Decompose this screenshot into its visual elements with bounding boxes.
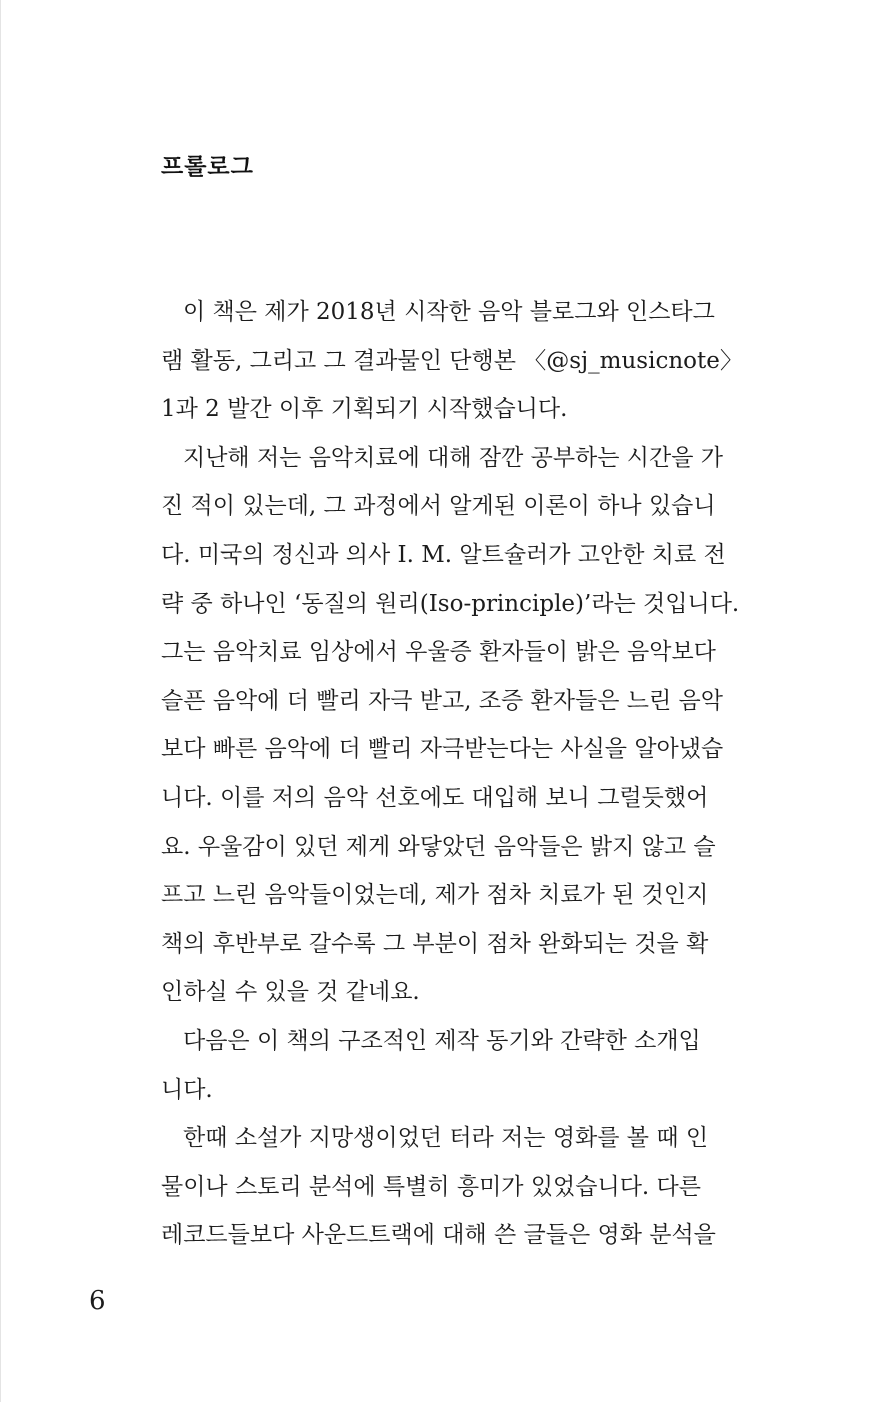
- text-line: 니다.: [161, 1076, 213, 1103]
- text-line: 물이나 스토리 분석에 특별히 흥미가 있었습니다. 다른: [161, 1173, 701, 1200]
- text-line: 프고 느린 음악들이었는데, 제가 점차 치료가 된 것인지: [161, 882, 709, 909]
- text-line: 한때 소설가 지망생이었던 터라 저는 영화를 볼 때 인: [183, 1125, 709, 1152]
- text-line: 인하실 수 있을 것 같네요.: [161, 979, 420, 1006]
- text-line: 이 책은 제가 2018년 시작한 음악 블로그와 인스타그: [183, 299, 715, 325]
- text-line: 다음은 이 책의 구조적인 제작 동기와 간략한 소개입: [183, 1027, 701, 1054]
- text-line: 니다. 이를 저의 음악 선호에도 대입해 보니 그럴듯했어: [161, 784, 709, 811]
- text-line: 1과 2 발간 이후 기획되기 시작했습니다.: [161, 396, 568, 423]
- text-line: 지난해 저는 음악치료에 대해 잠깐 공부하는 시간을 가: [183, 444, 723, 471]
- page-number: 6: [89, 1286, 106, 1316]
- text-line: 요. 우울감이 있던 제게 와닿았던 음악들은 밝지 않고 슬: [161, 833, 716, 860]
- text-line: 략 중 하나인 ‘동질의 원리(Iso-principle)’라는 것입니다.: [161, 590, 740, 617]
- text-line: 보다 빠른 음악에 더 빨리 자극받는다는 사실을 알아냈습: [161, 736, 724, 763]
- body-text: [161, 294, 751, 1266]
- text-line: 램 활동, 그리고 그 결과물인 단행본 〈@sj_musicnote〉: [161, 347, 743, 374]
- text-line: 그는 음악치료 임상에서 우울증 환자들이 밝은 음악보다: [161, 639, 716, 666]
- text-line: 다. 미국의 정신과 의사 I. M. 알트슐러가 고안한 치료 전: [161, 541, 726, 568]
- text-line: 책의 후반부로 갈수록 그 부분이 점차 완화되는 것을 확: [161, 930, 709, 957]
- text-line: 슬픈 음악에 더 빨리 자극 받고, 조증 환자들은 느린 음악: [161, 687, 723, 714]
- text-line: 진 적이 있는데, 그 과정에서 알게된 이론이 하나 있습니: [161, 493, 716, 520]
- text-line: 레코드들보다 사운드트랙에 대해 쓴 글들은 영화 분석을: [161, 1222, 716, 1249]
- chapter-title: 프롤로그: [161, 154, 254, 180]
